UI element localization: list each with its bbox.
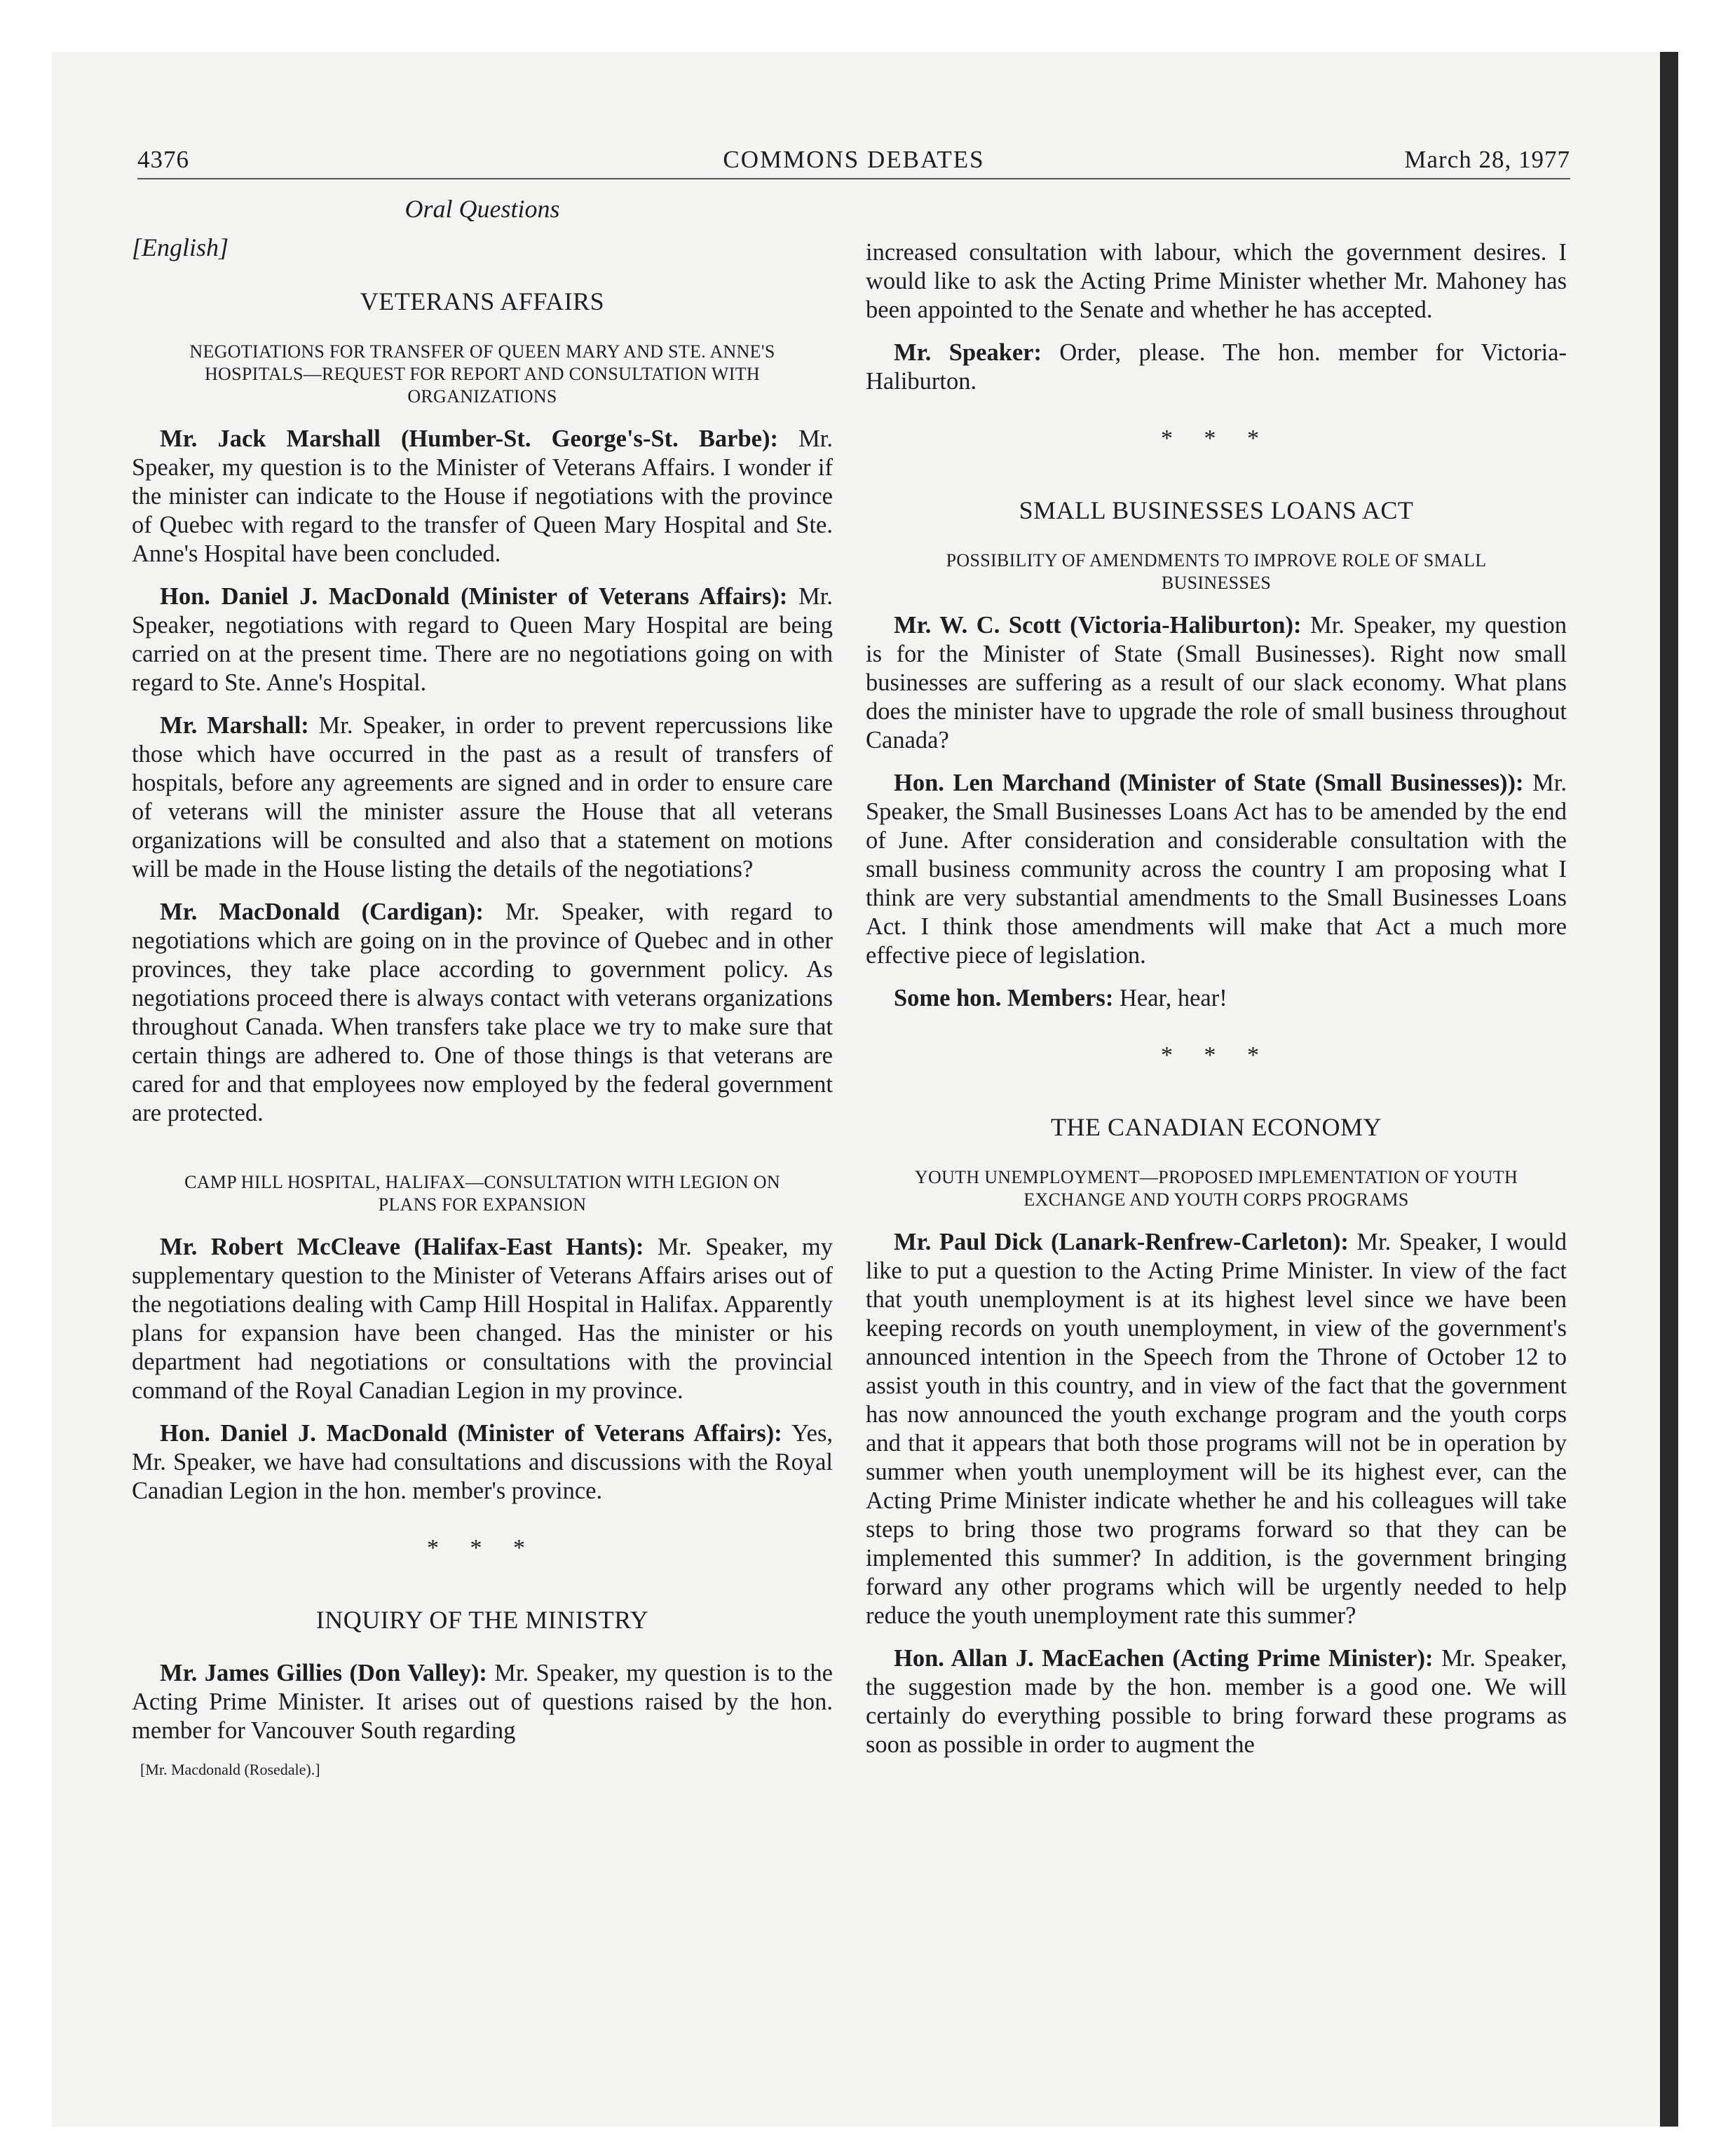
publication-title: COMMONS DEBATES [723,146,985,173]
speech-text: Hear, hear! [1113,985,1227,1011]
section-separator: * * * [1161,425,1272,451]
speaker-name: Mr. W. C. Scott (Victoria-Haliburton): [894,612,1302,639]
language-tag: [English] [132,233,229,261]
speech-text: Mr. Speaker, my question is to the Minister of Veterans Affairs. I wonder if the minister can indicate to the House if negotiations with the province of Quebec with regard to the transfer of Queen Mary Hospital and Ste. Anne's Hospital have been concluded. [132,425,833,567]
speech-text: Yes, Mr. Speaker, we have had consultations and discussions with the Royal Canadian Legion in the hon. member's province. [132,1420,833,1504]
speaker-name: Hon. Daniel J. MacDonald (Minister of Veterans Affairs): [160,1420,782,1447]
speech-text: Mr. Speaker, negotiations with regard to Queen Mary Hospital are being carried on at the present time. There are no negotiations going on with regard to Ste. Anne's Hospital. [132,583,833,696]
section-subheading: YOUTH UNEMPLOYMENT—PROPOSED IMPLEMENTATION OF YOUTH EXCHANGE AND YOUTH CORPS PROGRAMS [914,1167,1518,1210]
paragraph [132,582,833,697]
speaker-name: Mr. Marshall: [160,712,309,739]
speech-text: Mr. Speaker, with regard to negotiations which are going on in the province of Quebec and in other provinces, they take place according to government policy. As negotiations proceed there is always contact with veterans organizations throughout Canada. When transfers take place we try to make sure that certain things are adhered to. One of those things is that veterans are cared for and that employees now employed by the federal government are protected. [132,899,833,1126]
speaker-name: Hon. Allan J. MacEachen (Acting Prime Minister): [894,1645,1434,1672]
speaker-name: Mr. Paul Dick (Lanark-Renfrew-Carleton): [894,1229,1349,1255]
speech-text: Mr. Speaker, the suggestion made by the hon. member is a good one. We will certainly do everything possible to bring forward these programs as soon as possible in order to augment the [866,1645,1567,1758]
section-heading: SMALL BUSINESSES LOANS ACT [1019,496,1414,524]
paragraph [132,425,833,568]
speaker-name: Mr. Robert McCleave (Halifax-East Hants): [160,1234,644,1260]
speaker-name: Hon. Daniel J. MacDonald (Minister of Veterans Affairs): [160,583,788,610]
section-heading: VETERANS AFFAIRS [360,287,605,315]
speech-text: Mr. Speaker, I would like to put a question to the Acting Prime Minister. In view of the fact that youth unemployment is at its highest level since we have been keeping records on youth unemployment, in view of the government's announced intention in the Speech from the Throne of October 12 to assist youth in this country, and in view of the fact that the government has now announced the youth exchange program and the youth corps and that it appears that both those programs will not be in operation by summer when youth unemployment will be its highest ever, can the Acting Prime Minister indicate whether he and his colleagues will take steps to bring those two programs forward so that they can be implemented this summer? In addition, is the government bringing forward any other programs which will be urgently needed to help reduce the youth unemployment rate this summer? [866,1229,1567,1629]
speech-text: Mr. Speaker, in order to prevent repercussions like those which have occurred in the past as a result of transfers of hospitals, before any agreements are signed and in order to ensure care of veterans will the minister assure the House that all veterans organizations will be consulted and also that a statement on motions will be made in the House listing the details of the negotiations? [132,712,834,882]
page-footnote: [Mr. Macdonald (Rosedale).] [140,1761,320,1778]
running-header [137,146,1570,179]
section-heading: THE CANADIAN ECONOMY [1051,1113,1382,1141]
paragraph [866,984,1567,1013]
paragraph [866,1644,1567,1759]
section-separator: * * * [427,1535,538,1561]
continued-paragraph: increased consultation with labour, which the government desires. I would like to ask the Acting Prime Minister whether Mr. Mahoney has been appointed to the Senate and whether he has accepted. [866,239,1567,323]
paragraph [132,1659,833,1745]
page-number: 4376 [137,146,189,173]
speech-text: Order, please. The hon. member for Victoria-Haliburton. [866,339,1567,395]
section-subheading: POSSIBILITY OF AMENDMENTS TO IMPROVE ROLE OF SMALL BUSINESSES [946,550,1487,593]
section-separator: * * * [1161,1042,1272,1068]
speaker-name: Mr. Jack Marshall (Humber-St. George's-St. Barbe): [160,425,778,452]
paragraph [132,898,833,1128]
paragraph [866,339,1567,396]
speech-text: Mr. Speaker, my supplementary question to the Minister of Veterans Affairs arises out of the negotiations dealing with Camp Hill Hospital in Halifax. Apparently plans for expansion have been changed. Has the minister or his department had negotiations or consultations with the provincial command of the Royal Canadian Legion in my province. [132,1234,833,1404]
speech-text: Mr. Speaker, my question is to the Acting Prime Minister. It arises out of questions raised by the hon. member for Vancouver South regarding [132,1660,833,1744]
speaker-name: Some hon. Members: [894,985,1114,1011]
paragraph [132,711,833,884]
paragraph [866,769,1567,970]
section-subheading: CAMP HILL HOSPITAL, HALIFAX—CONSULTATION WITH LEGION ON PLANS FOR EXPANSION [184,1172,780,1215]
right-column [866,238,1567,1773]
issue-date: March 28, 1977 [1404,146,1570,173]
scan-edge-bar [1660,52,1678,2127]
section-subheading: NEGOTIATIONS FOR TRANSFER OF QUEEN MARY AND STE. ANNE'S HOSPITALS—REQUEST FOR REPORT AND CONSULTATION WITH ORGANIZATIONS [189,341,775,407]
speaker-name: Mr. MacDonald (Cardigan): [160,899,484,925]
speaker-name: Mr. Speaker: [894,339,1042,366]
speaker-name: Mr. James Gillies (Don Valley): [160,1660,487,1686]
running-subhead: Oral Questions [404,195,560,223]
paragraph [132,1419,833,1506]
paragraph [866,611,1567,755]
speech-text: Mr. Speaker, the Small Businesses Loans Act has to be amended by the end of June. After consideration and considerable consultation with the small business community across the country I am proposing what I think are very substantial amendments to the Small Businesses Loans Act. I think those amendments will make that Act a much more effective piece of legislation. [866,770,1567,969]
header-rule [137,178,1570,179]
paragraph [132,1233,833,1405]
section-heading: INQUIRY OF THE MINISTRY [315,1606,649,1634]
speech-text: Mr. Speaker, my question is for the Minister of State (Small Businesses). Right now small businesses are suffering as a result of our slack economy. What plans does the minister have to upgrade the role of small business throughout Canada? [866,612,1567,753]
left-column [132,195,833,1784]
speaker-name: Hon. Len Marchand (Minister of State (Small Businesses)): [894,770,1524,796]
paragraph [866,1228,1567,1630]
